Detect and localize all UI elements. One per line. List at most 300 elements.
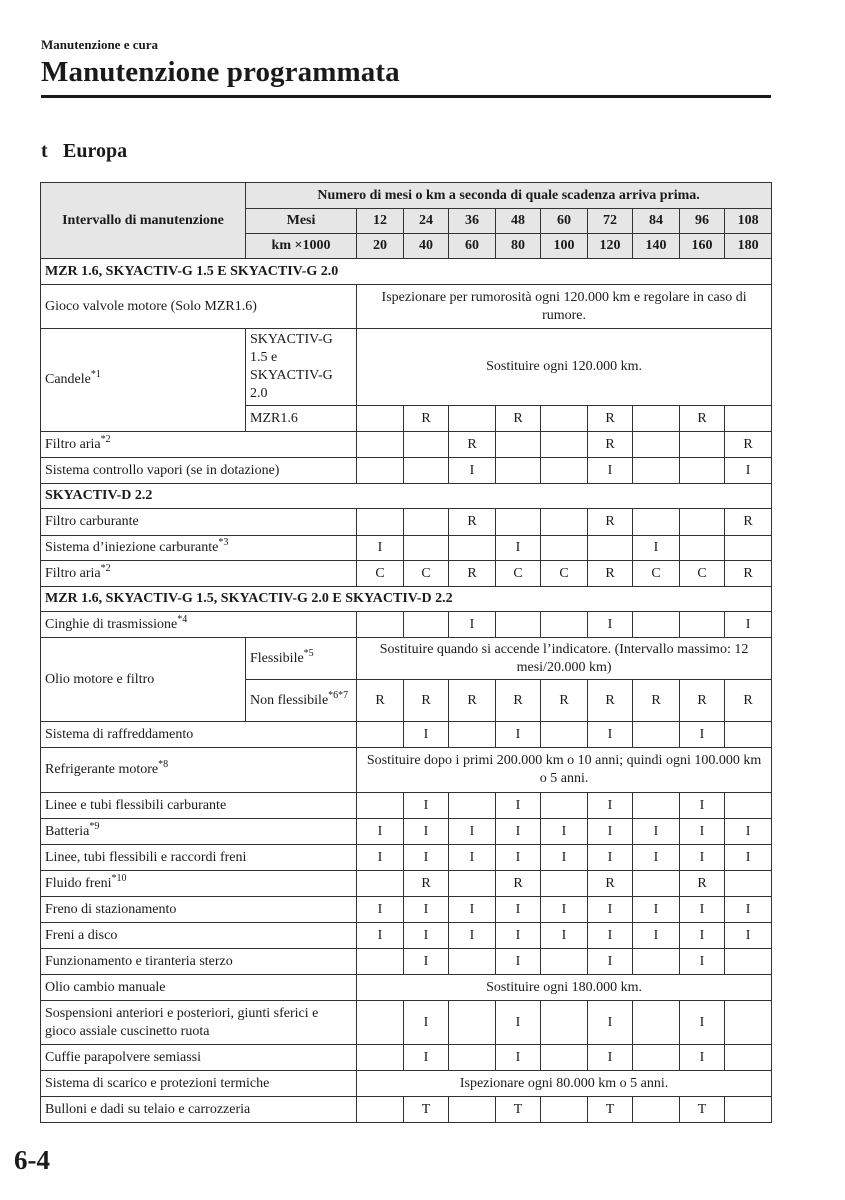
interval-note: Sostituire ogni 180.000 km.	[357, 975, 772, 1001]
interval-cell: C	[680, 561, 725, 587]
interval-cell: C	[357, 561, 404, 587]
interval-cell: I	[404, 923, 449, 949]
table-row	[41, 748, 772, 793]
interval-cell: I	[680, 1001, 725, 1045]
months-value: 96	[680, 209, 725, 234]
interval-cell: T	[404, 1097, 449, 1123]
km-value: 140	[633, 234, 680, 259]
km-value: 120	[588, 234, 633, 259]
interval-header: Intervallo di manutenzione	[41, 183, 246, 259]
interval-cell	[404, 612, 449, 638]
interval-cell: I	[496, 1045, 541, 1071]
item-label-text: Filtro aria	[45, 565, 101, 581]
sub-label-text: Flessibile	[250, 650, 304, 666]
interval-cell: R	[588, 406, 633, 432]
interval-cell: I	[496, 536, 541, 561]
header-row	[41, 183, 772, 209]
item-label	[41, 897, 357, 923]
interval-cell: I	[357, 536, 404, 561]
interval-cell	[541, 458, 588, 484]
interval-cell	[725, 722, 772, 748]
table-row	[41, 561, 772, 587]
item-label-text: Candele	[45, 372, 91, 387]
interval-cell	[541, 871, 588, 897]
item-label-text: Sistema di raffreddamento	[45, 726, 194, 742]
interval-cell: R	[588, 680, 633, 722]
span-header: Numero di mesi o km a seconda di quale scadenza arriva prima.	[246, 183, 772, 209]
interval-cell: I	[633, 819, 680, 845]
interval-cell: I	[357, 923, 404, 949]
interval-cell	[633, 406, 680, 432]
footnote-ref: *3	[218, 537, 229, 548]
interval-cell	[357, 432, 404, 458]
interval-cell: I	[633, 897, 680, 923]
interval-cell	[449, 1097, 496, 1123]
table-row	[41, 1045, 772, 1071]
item-label	[41, 722, 357, 748]
item-label-text: Filtro aria	[45, 436, 101, 452]
interval-cell: I	[541, 923, 588, 949]
interval-cell	[357, 509, 404, 536]
item-label-text: Olio cambio manuale	[45, 979, 166, 995]
section-bullet: t	[41, 140, 48, 162]
interval-cell: I	[449, 923, 496, 949]
interval-cell: I	[725, 845, 772, 871]
sub-label	[246, 680, 357, 722]
km-value: 160	[680, 234, 725, 259]
interval-cell: I	[357, 897, 404, 923]
item-label-text: Batteria	[45, 823, 90, 839]
interval-cell: I	[541, 819, 588, 845]
interval-cell: I	[449, 458, 496, 484]
interval-cell	[725, 1097, 772, 1123]
interval-cell: I	[496, 793, 541, 819]
sub-label	[246, 638, 357, 680]
sub-label-text: SKYACTIV-G 1.5 e SKYACTIV-G 2.0	[250, 332, 333, 401]
item-label	[41, 923, 357, 949]
km-value: 40	[404, 234, 449, 259]
group-row	[41, 259, 772, 285]
km-value: 180	[725, 234, 772, 259]
interval-cell: I	[588, 722, 633, 748]
item-label-text: Linee, tubi flessibili e raccordi freni	[45, 849, 247, 865]
interval-cell: C	[404, 561, 449, 587]
interval-cell: I	[588, 897, 633, 923]
interval-cell: I	[725, 612, 772, 638]
table-row	[41, 638, 772, 680]
table-row	[41, 1001, 772, 1045]
interval-cell	[357, 1097, 404, 1123]
interval-cell: I	[680, 722, 725, 748]
table-row	[41, 871, 772, 897]
interval-cell: I	[449, 845, 496, 871]
item-label	[41, 612, 357, 638]
interval-cell	[449, 1045, 496, 1071]
interval-cell	[633, 1045, 680, 1071]
interval-cell: R	[449, 561, 496, 587]
item-label	[41, 949, 357, 975]
table-row	[41, 458, 772, 484]
interval-cell: R	[725, 680, 772, 722]
item-label-text: Refrigerante motore	[45, 762, 159, 777]
interval-cell	[680, 612, 725, 638]
interval-cell	[357, 949, 404, 975]
interval-note: Ispezionare ogni 80.000 km o 5 anni.	[357, 1071, 772, 1097]
interval-cell: R	[588, 871, 633, 897]
section-heading	[41, 140, 127, 163]
interval-cell	[404, 458, 449, 484]
group-row	[41, 587, 772, 612]
interval-cell	[680, 536, 725, 561]
interval-cell	[680, 509, 725, 536]
interval-cell	[357, 1045, 404, 1071]
interval-cell: R	[496, 680, 541, 722]
interval-cell: I	[680, 923, 725, 949]
item-label	[41, 509, 357, 536]
interval-cell: I	[496, 819, 541, 845]
interval-note: Ispezionare per rumorosità ogni 120.000 km e regolare in caso di rumore.	[357, 285, 772, 329]
interval-cell	[496, 432, 541, 458]
interval-cell	[633, 612, 680, 638]
km-value: 80	[496, 234, 541, 259]
interval-cell: I	[496, 949, 541, 975]
interval-cell: I	[588, 923, 633, 949]
interval-cell	[633, 458, 680, 484]
interval-cell: I	[680, 845, 725, 871]
interval-cell	[541, 793, 588, 819]
interval-cell: I	[357, 845, 404, 871]
item-label	[41, 285, 357, 329]
interval-cell	[496, 509, 541, 536]
interval-cell: I	[588, 793, 633, 819]
item-label	[41, 458, 357, 484]
interval-cell	[449, 406, 496, 432]
footnote-ref: *8	[158, 759, 169, 770]
interval-cell	[725, 1045, 772, 1071]
page-number: 6-4	[14, 1145, 50, 1175]
interval-cell: R	[725, 561, 772, 587]
item-label	[41, 871, 357, 897]
group-heading: SKYACTIV-D 2.2	[41, 484, 772, 509]
footnote-ref: *9	[89, 820, 100, 832]
interval-cell: R	[404, 406, 449, 432]
interval-cell	[541, 1001, 588, 1045]
item-label	[41, 432, 357, 458]
interval-cell: R	[449, 432, 496, 458]
interval-cell: T	[588, 1097, 633, 1123]
interval-cell	[541, 509, 588, 536]
interval-cell	[449, 1001, 496, 1045]
interval-cell: R	[541, 680, 588, 722]
km-value: 100	[541, 234, 588, 259]
item-label	[41, 748, 357, 793]
interval-cell: R	[725, 432, 772, 458]
interval-cell: I	[725, 458, 772, 484]
item-label	[41, 793, 357, 819]
maintenance-table	[40, 182, 772, 1123]
interval-cell	[357, 871, 404, 897]
item-label-text: Fluido freni	[45, 875, 112, 891]
interval-cell: I	[633, 536, 680, 561]
months-value: 12	[357, 209, 404, 234]
interval-cell: I	[588, 458, 633, 484]
interval-cell: R	[496, 871, 541, 897]
interval-cell: I	[496, 897, 541, 923]
item-label-text: Linee e tubi flessibili carburante	[45, 797, 227, 813]
table-row	[41, 612, 772, 638]
interval-cell	[541, 1097, 588, 1123]
interval-cell	[449, 722, 496, 748]
interval-cell: C	[496, 561, 541, 587]
interval-cell: R	[357, 680, 404, 722]
interval-cell: R	[449, 509, 496, 536]
group-heading: MZR 1.6, SKYACTIV-G 1.5, SKYACTIV-G 2.0 E SKYACTIV-D 2.2	[41, 587, 772, 612]
interval-cell: I	[404, 722, 449, 748]
item-label	[41, 329, 246, 432]
interval-cell: I	[588, 845, 633, 871]
interval-cell: R	[633, 680, 680, 722]
item-label-text: Olio motore e filtro	[45, 671, 155, 687]
interval-cell	[404, 509, 449, 536]
interval-cell	[541, 432, 588, 458]
interval-cell: I	[588, 1001, 633, 1045]
item-label-text: Cinghie di trasmissione	[45, 616, 178, 632]
table-row	[41, 949, 772, 975]
interval-cell	[541, 949, 588, 975]
table-row	[41, 819, 772, 845]
interval-cell	[357, 1001, 404, 1045]
interval-cell: I	[541, 845, 588, 871]
interval-cell: I	[588, 949, 633, 975]
interval-cell	[633, 1097, 680, 1123]
interval-cell: T	[680, 1097, 725, 1123]
item-label	[41, 975, 357, 1001]
interval-cell: I	[449, 819, 496, 845]
item-label-text: Gioco valvole motore (Solo MZR1.6)	[45, 298, 257, 314]
interval-cell: I	[633, 923, 680, 949]
title-divider	[41, 95, 771, 98]
interval-cell	[725, 871, 772, 897]
interval-cell: T	[496, 1097, 541, 1123]
months-label: Mesi	[246, 209, 357, 234]
months-value: 108	[725, 209, 772, 234]
interval-cell: I	[404, 819, 449, 845]
interval-cell	[541, 1045, 588, 1071]
interval-cell	[633, 793, 680, 819]
interval-cell: I	[404, 845, 449, 871]
interval-cell	[496, 612, 541, 638]
interval-cell: R	[588, 509, 633, 536]
interval-cell	[633, 722, 680, 748]
interval-cell	[588, 536, 633, 561]
interval-cell: I	[404, 1001, 449, 1045]
sub-label-text: Non flessibile	[250, 692, 329, 708]
chapter-heading: Manutenzione e cura	[41, 37, 158, 52]
interval-cell	[357, 722, 404, 748]
interval-cell	[404, 536, 449, 561]
interval-cell	[633, 871, 680, 897]
interval-cell: R	[680, 680, 725, 722]
interval-cell: I	[404, 793, 449, 819]
table-row	[41, 509, 772, 536]
interval-cell	[357, 793, 404, 819]
interval-cell: R	[588, 432, 633, 458]
interval-cell	[725, 793, 772, 819]
group-row	[41, 484, 772, 509]
item-label-text: Freno di stazionamento	[45, 901, 177, 917]
table-row	[41, 1071, 772, 1097]
interval-cell	[357, 458, 404, 484]
interval-cell	[496, 458, 541, 484]
interval-cell: I	[680, 793, 725, 819]
interval-cell	[541, 536, 588, 561]
interval-cell: C	[541, 561, 588, 587]
interval-cell	[404, 432, 449, 458]
interval-cell: I	[725, 819, 772, 845]
table-row	[41, 285, 772, 329]
item-label	[41, 1001, 357, 1045]
interval-cell: I	[725, 923, 772, 949]
months-value: 84	[633, 209, 680, 234]
interval-cell: I	[680, 949, 725, 975]
interval-cell: I	[404, 897, 449, 923]
item-label	[41, 819, 357, 845]
interval-cell	[357, 612, 404, 638]
interval-cell: R	[496, 406, 541, 432]
interval-cell: I	[404, 1045, 449, 1071]
interval-cell: R	[404, 871, 449, 897]
interval-cell	[633, 1001, 680, 1045]
interval-cell: R	[588, 561, 633, 587]
interval-cell	[541, 612, 588, 638]
table-row	[41, 1097, 772, 1123]
table-row	[41, 722, 772, 748]
interval-cell	[680, 432, 725, 458]
km-value: 20	[357, 234, 404, 259]
months-value: 60	[541, 209, 588, 234]
item-label-text: Filtro carburante	[45, 514, 139, 529]
interval-cell	[680, 458, 725, 484]
months-value: 48	[496, 209, 541, 234]
interval-cell: I	[496, 722, 541, 748]
interval-cell: I	[680, 1045, 725, 1071]
interval-cell	[541, 722, 588, 748]
interval-cell	[541, 406, 588, 432]
item-label	[41, 1097, 357, 1123]
interval-cell: R	[680, 871, 725, 897]
interval-cell	[725, 536, 772, 561]
interval-cell: I	[541, 897, 588, 923]
footnote-ref: *4	[177, 613, 188, 625]
interval-cell: I	[449, 897, 496, 923]
table-row	[41, 845, 772, 871]
sub-label	[246, 406, 357, 432]
page-title: Manutenzione programmata	[41, 56, 400, 88]
interval-cell: I	[680, 819, 725, 845]
interval-note: Sostituire dopo i primi 200.000 km o 10 anni; quindi ogni 100.000 km o 5 anni.	[357, 748, 772, 793]
section-title: Europa	[63, 140, 128, 162]
interval-cell: I	[404, 949, 449, 975]
interval-cell: I	[588, 1045, 633, 1071]
item-label-text: Bulloni e dadi su telaio e carrozzeria	[45, 1101, 251, 1117]
interval-cell: I	[588, 819, 633, 845]
table-row	[41, 432, 772, 458]
item-label	[41, 536, 357, 561]
footnote-ref: *6*7	[328, 689, 349, 701]
months-value: 36	[449, 209, 496, 234]
interval-cell	[633, 432, 680, 458]
group-heading: MZR 1.6, SKYACTIV-G 1.5 E SKYACTIV-G 2.0	[41, 259, 772, 285]
item-label-text: Freni a disco	[45, 927, 118, 943]
interval-cell: I	[496, 845, 541, 871]
interval-cell: R	[680, 406, 725, 432]
table-row	[41, 975, 772, 1001]
interval-cell	[725, 949, 772, 975]
item-label-text: Cuffie parapolvere semiassi	[45, 1049, 202, 1065]
footnote-ref: *5	[303, 647, 314, 659]
interval-cell	[449, 793, 496, 819]
table-row	[41, 897, 772, 923]
item-label	[41, 1071, 357, 1097]
table-row	[41, 923, 772, 949]
item-label	[41, 845, 357, 871]
interval-cell: I	[496, 1001, 541, 1045]
item-label-text: Funzionamento e tiranteria sterzo	[45, 953, 233, 969]
interval-cell: I	[588, 612, 633, 638]
item-label	[41, 561, 357, 587]
interval-cell	[633, 509, 680, 536]
item-label-text: Sospensioni anteriori e posteriori, giunti sferici e gioco assiale cuscinetto ruota	[45, 1005, 319, 1039]
months-value: 72	[588, 209, 633, 234]
interval-cell: I	[449, 612, 496, 638]
table-row	[41, 329, 772, 406]
item-label-text: Sistema di scarico e protezioni termiche	[45, 1075, 270, 1091]
table-row	[41, 536, 772, 561]
interval-cell	[725, 1001, 772, 1045]
interval-cell	[449, 536, 496, 561]
item-label-text: Sistema d’iniezione carburante	[45, 540, 219, 555]
interval-cell	[357, 406, 404, 432]
interval-note: Sostituire ogni 120.000 km.	[357, 329, 772, 406]
months-value: 24	[404, 209, 449, 234]
item-label-text: Sistema controllo vapori (se in dotazione)	[45, 462, 280, 478]
interval-cell: I	[633, 845, 680, 871]
interval-cell: R	[725, 509, 772, 536]
interval-cell: I	[680, 897, 725, 923]
interval-note: Sostituire quando si accende l’indicatore. (Intervallo massimo: 12 mesi/20.000 km)	[357, 638, 772, 680]
km-label: km ×1000	[246, 234, 357, 259]
item-label	[41, 1045, 357, 1071]
sub-label-text: MZR1.6	[250, 410, 298, 426]
interval-cell: I	[725, 897, 772, 923]
interval-cell	[449, 949, 496, 975]
interval-cell: I	[357, 819, 404, 845]
interval-cell	[725, 406, 772, 432]
interval-cell: R	[449, 680, 496, 722]
footnote-ref: *2	[100, 433, 111, 445]
footnote-ref: *10	[111, 872, 127, 884]
item-label	[41, 638, 246, 722]
footnote-ref: *2	[100, 562, 111, 574]
footnote-ref: *1	[90, 369, 101, 380]
interval-cell: R	[404, 680, 449, 722]
interval-cell: C	[633, 561, 680, 587]
interval-cell	[449, 871, 496, 897]
km-value: 60	[449, 234, 496, 259]
interval-cell: I	[496, 923, 541, 949]
sub-label	[246, 329, 357, 406]
table-row	[41, 793, 772, 819]
